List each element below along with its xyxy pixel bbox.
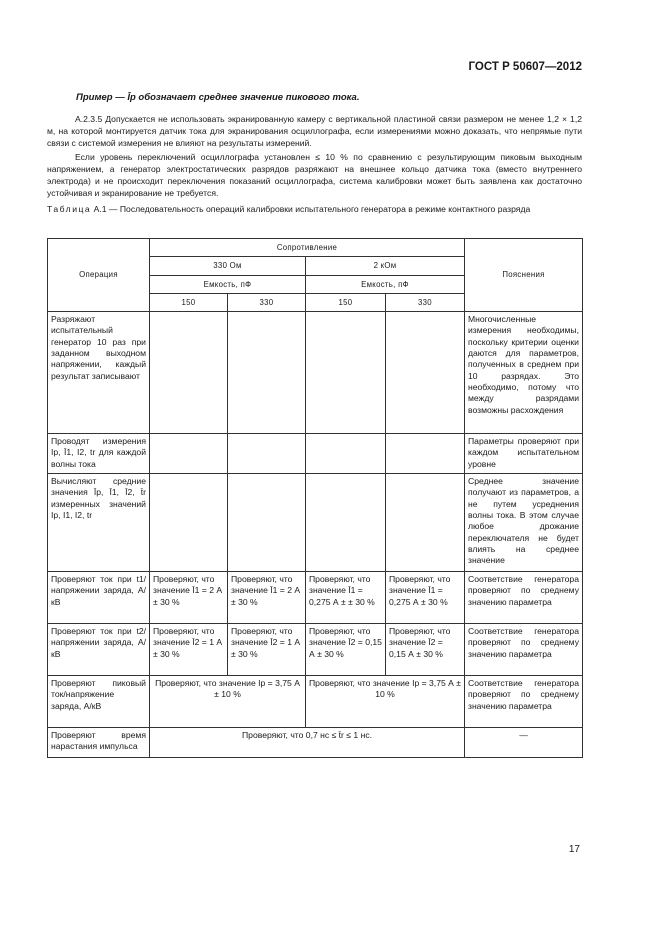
row-cell: Проверяют, что значение Ī2 = 1 А ± 30 % [228,624,306,676]
row-cell [386,434,465,474]
header-resistance: Сопротивление [150,239,465,257]
table-row [48,434,583,474]
row-cell: Проверяют, что значение Ī2 = 0,15 А ± 30 % [306,624,386,676]
row-cell-merged: Проверяют, что значение Ip = 3,75 А ± 10 % [150,676,306,728]
row-cell [306,312,386,434]
row-note: Соответствие генератора проверяют по среднему значению параметра [465,572,583,624]
header-operation: Операция [48,239,150,312]
page-number: 17 [568,844,580,855]
row-note: Соответствие генератора проверяют по среднему значению параметра [465,624,583,676]
header-capacity-330: Емкость, пФ [150,275,306,293]
table-row [48,676,583,728]
row-cell [150,474,228,572]
table-row [48,624,583,676]
row-cell-merged: Проверяют, что значение Ip = 3,75 А ± 10 % [306,676,465,728]
header-cap-150-a: 150 [150,293,228,311]
row-cell: Проверяют, что значение Ī1 = 0,275 А ± ± 30 % [306,572,386,624]
row-note: — [465,728,583,758]
row-cell [228,474,306,572]
header-resistance-2k: 2 кОм [306,257,465,275]
row-cell [150,312,228,434]
row-operation: Проверяют пиковый ток/напряжение заряда, А/кВ [48,676,150,728]
row-note: Многочисленные измерения необходимы, поскольку критерии оценки даются для параметров, полученных в среднем при 10 разрядах. Это необходимо, потому что между разрядами возможны расхождения [465,312,583,434]
row-cell [150,434,228,474]
row-cell [386,474,465,572]
table-row [48,474,583,572]
example-note: Пример — Īp обозначает среднее значение пикового тока. [76,92,360,103]
row-note: Параметры проверяют при каждом испытательном уровне [465,434,583,474]
row-cell-merged: Проверяют, что 0,7 нс ≤ t̄r ≤ 1 нс. [150,728,465,758]
table-row [48,312,583,434]
paragraph-a235: А.2.3.5 Допускается не использовать экранированную камеру с вертикальной пластиной связи размером не менее 1,2 × 1,2 м, на которой монтируется датчик тока для экранирования осциллографа, если измерениями можно доказать, что непрямые пути связи с системой измерения не влияют на результаты измерений. [47,114,582,148]
row-cell [228,434,306,474]
header-cap-330-a: 330 [228,293,306,311]
header-resistance-330: 330 Ом [150,257,306,275]
calibration-table [47,238,583,758]
row-cell: Проверяют, что значение Ī2 = 1 А ± 30 % [150,624,228,676]
row-operation: Проверяют время нарастания импульса [48,728,150,758]
row-cell: Проверяют, что значение Ī1 = 2 А ± 30 % [150,572,228,624]
row-cell [306,434,386,474]
header-cap-150-b: 150 [306,293,386,311]
standard-number: ГОСТ Р 50607—2012 [468,61,582,73]
row-cell: Проверяют, что значение Ī1 = 0,275 А ± 30 % [386,572,465,624]
row-cell [228,312,306,434]
row-cell [386,312,465,434]
header-notes: Пояснения [465,239,583,312]
row-note: Соответствие генератора проверяют по среднему значению параметра [465,676,583,728]
table-caption [47,203,587,215]
row-operation: Проводят измерения Ip, Ī1, I2, tr для каждой волны тока [48,434,150,474]
row-operation: Проверяют ток при t2/напряжении заряда, А/кВ [48,624,150,676]
table-row [48,728,583,758]
table-row [48,572,583,624]
row-cell [306,474,386,572]
row-note: Среднее значение получают из параметров, а не путем усреднения волны тока. В этом случае любое дрожание переключателя не будет влиять на среднее значение [465,474,583,572]
table-caption-label: Таблица [47,204,92,214]
header-cap-330-b: 330 [386,293,465,311]
row-operation: Разряжают испытательный генератор 10 раз при заданном выходном напряжении, каждый результат записывают [48,312,150,434]
table-caption-text: А.1 — Последовательность операций калибровки испытательного генератора в режиме контактного разряда [93,204,531,214]
paragraph-oscilloscope: Если уровень переключений осциллографа установлен ≤ 10 % по сравнению с результирующим пиковым выходным напряжением, а генератор электростатических разрядов разряжают на внешнее кольцо датчика тока (вместо внутреннего электрода) и не происходит переключения показаний осциллографа, система калибровки может быть заявлена как достаточно устойчивая и экранирование не требуется. [47,152,582,198]
row-cell: Проверяют, что значение Ī1 = 2 А ± 30 % [228,572,306,624]
row-operation: Проверяют ток при t1/напряжении заряда, А/кВ [48,572,150,624]
row-operation: Вычисляют средние значения Īp, Ī1, Ī2, t̄r измеренных значений Ip, I1, I2, tr [48,474,150,572]
row-cell: Проверяют, что значение Ī2 = 0,15 А ± 30 % [386,624,465,676]
header-capacity-2k: Емкость, пФ [306,275,465,293]
